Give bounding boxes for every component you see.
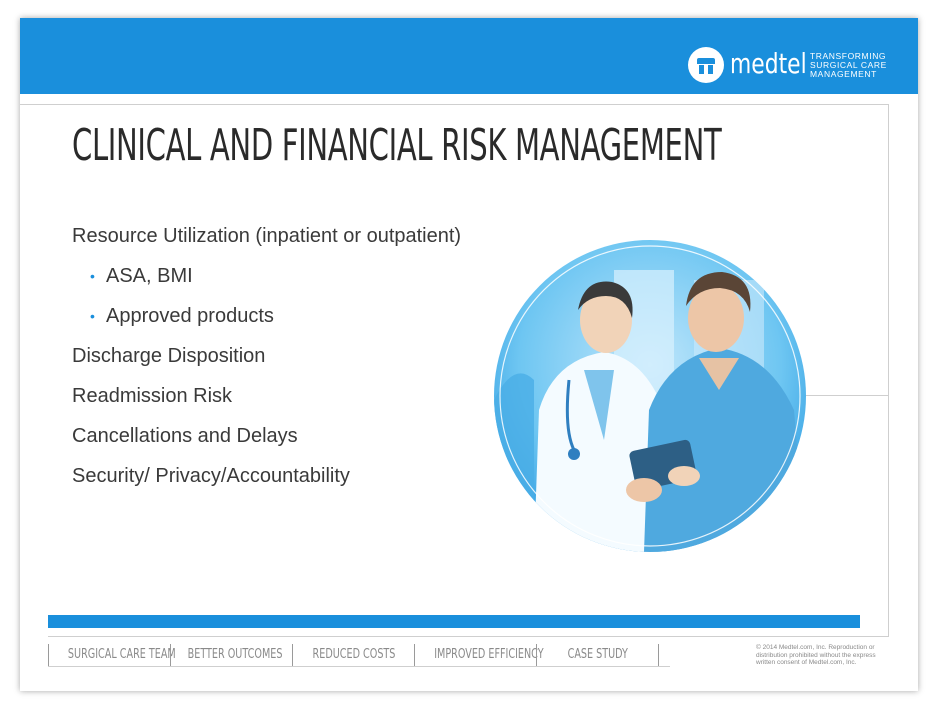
tagline-line: TRANSFORMING	[810, 51, 887, 61]
logo-wordmark: medtel	[730, 47, 807, 80]
footer-nav-surgical-care-team[interactable]: SURGICAL CARE TEAM	[48, 644, 171, 666]
photo-connector-line	[806, 395, 889, 396]
frame-line-top	[20, 104, 888, 105]
bullet-list	[72, 216, 461, 496]
tagline-line: SURGICAL CARE	[810, 60, 887, 70]
footer-nav-improved-efficiency[interactable]: IMPROVED EFFICIENCY	[414, 644, 537, 666]
footer-nav-case-study[interactable]: CASE STUDY	[536, 644, 659, 666]
logo-tagline	[810, 52, 900, 79]
bullet-item: Cancellations and Delays	[72, 425, 298, 447]
bullet-item: Readmission Risk	[72, 385, 233, 407]
copyright-notice: © 2014 Medtel.com, Inc. Reproduction or distribution prohibited without the express written consent of Medtel.com, Inc.	[756, 644, 876, 666]
sub-bullet-text: Approved products	[106, 305, 274, 327]
bullet-item: Discharge Disposition	[72, 345, 266, 367]
footer-nav-divider	[658, 644, 659, 666]
bullet-item: Security/ Privacy/Accountability	[72, 465, 350, 487]
frame-line-right	[888, 104, 889, 636]
frame-line-bottom	[48, 636, 889, 637]
bullet-dot-icon: •	[90, 268, 95, 284]
sub-bullet-item	[72, 256, 461, 296]
tagline-line: MANAGEMENT	[810, 69, 877, 79]
footer-nav-better-outcomes[interactable]: BETTER OUTCOMES	[170, 644, 293, 666]
bullet-dot-icon: •	[90, 308, 95, 324]
footer-accent-bar	[48, 615, 860, 628]
medtel-logo-icon	[688, 47, 724, 83]
sub-bullet-text: ASA, BMI	[106, 265, 193, 287]
header-bar	[20, 18, 918, 94]
presentation-slide	[20, 18, 918, 691]
sub-bullet-item	[72, 296, 461, 336]
doctors-photo	[494, 240, 806, 552]
footer-nav-reduced-costs[interactable]: REDUCED COSTS	[292, 644, 415, 666]
footer-underline	[48, 666, 670, 667]
slide-title: CLINICAL AND FINANCIAL RISK MANAGEMENT	[72, 120, 722, 171]
bullet-item: Resource Utilization (inpatient or outpatient)	[72, 225, 462, 247]
